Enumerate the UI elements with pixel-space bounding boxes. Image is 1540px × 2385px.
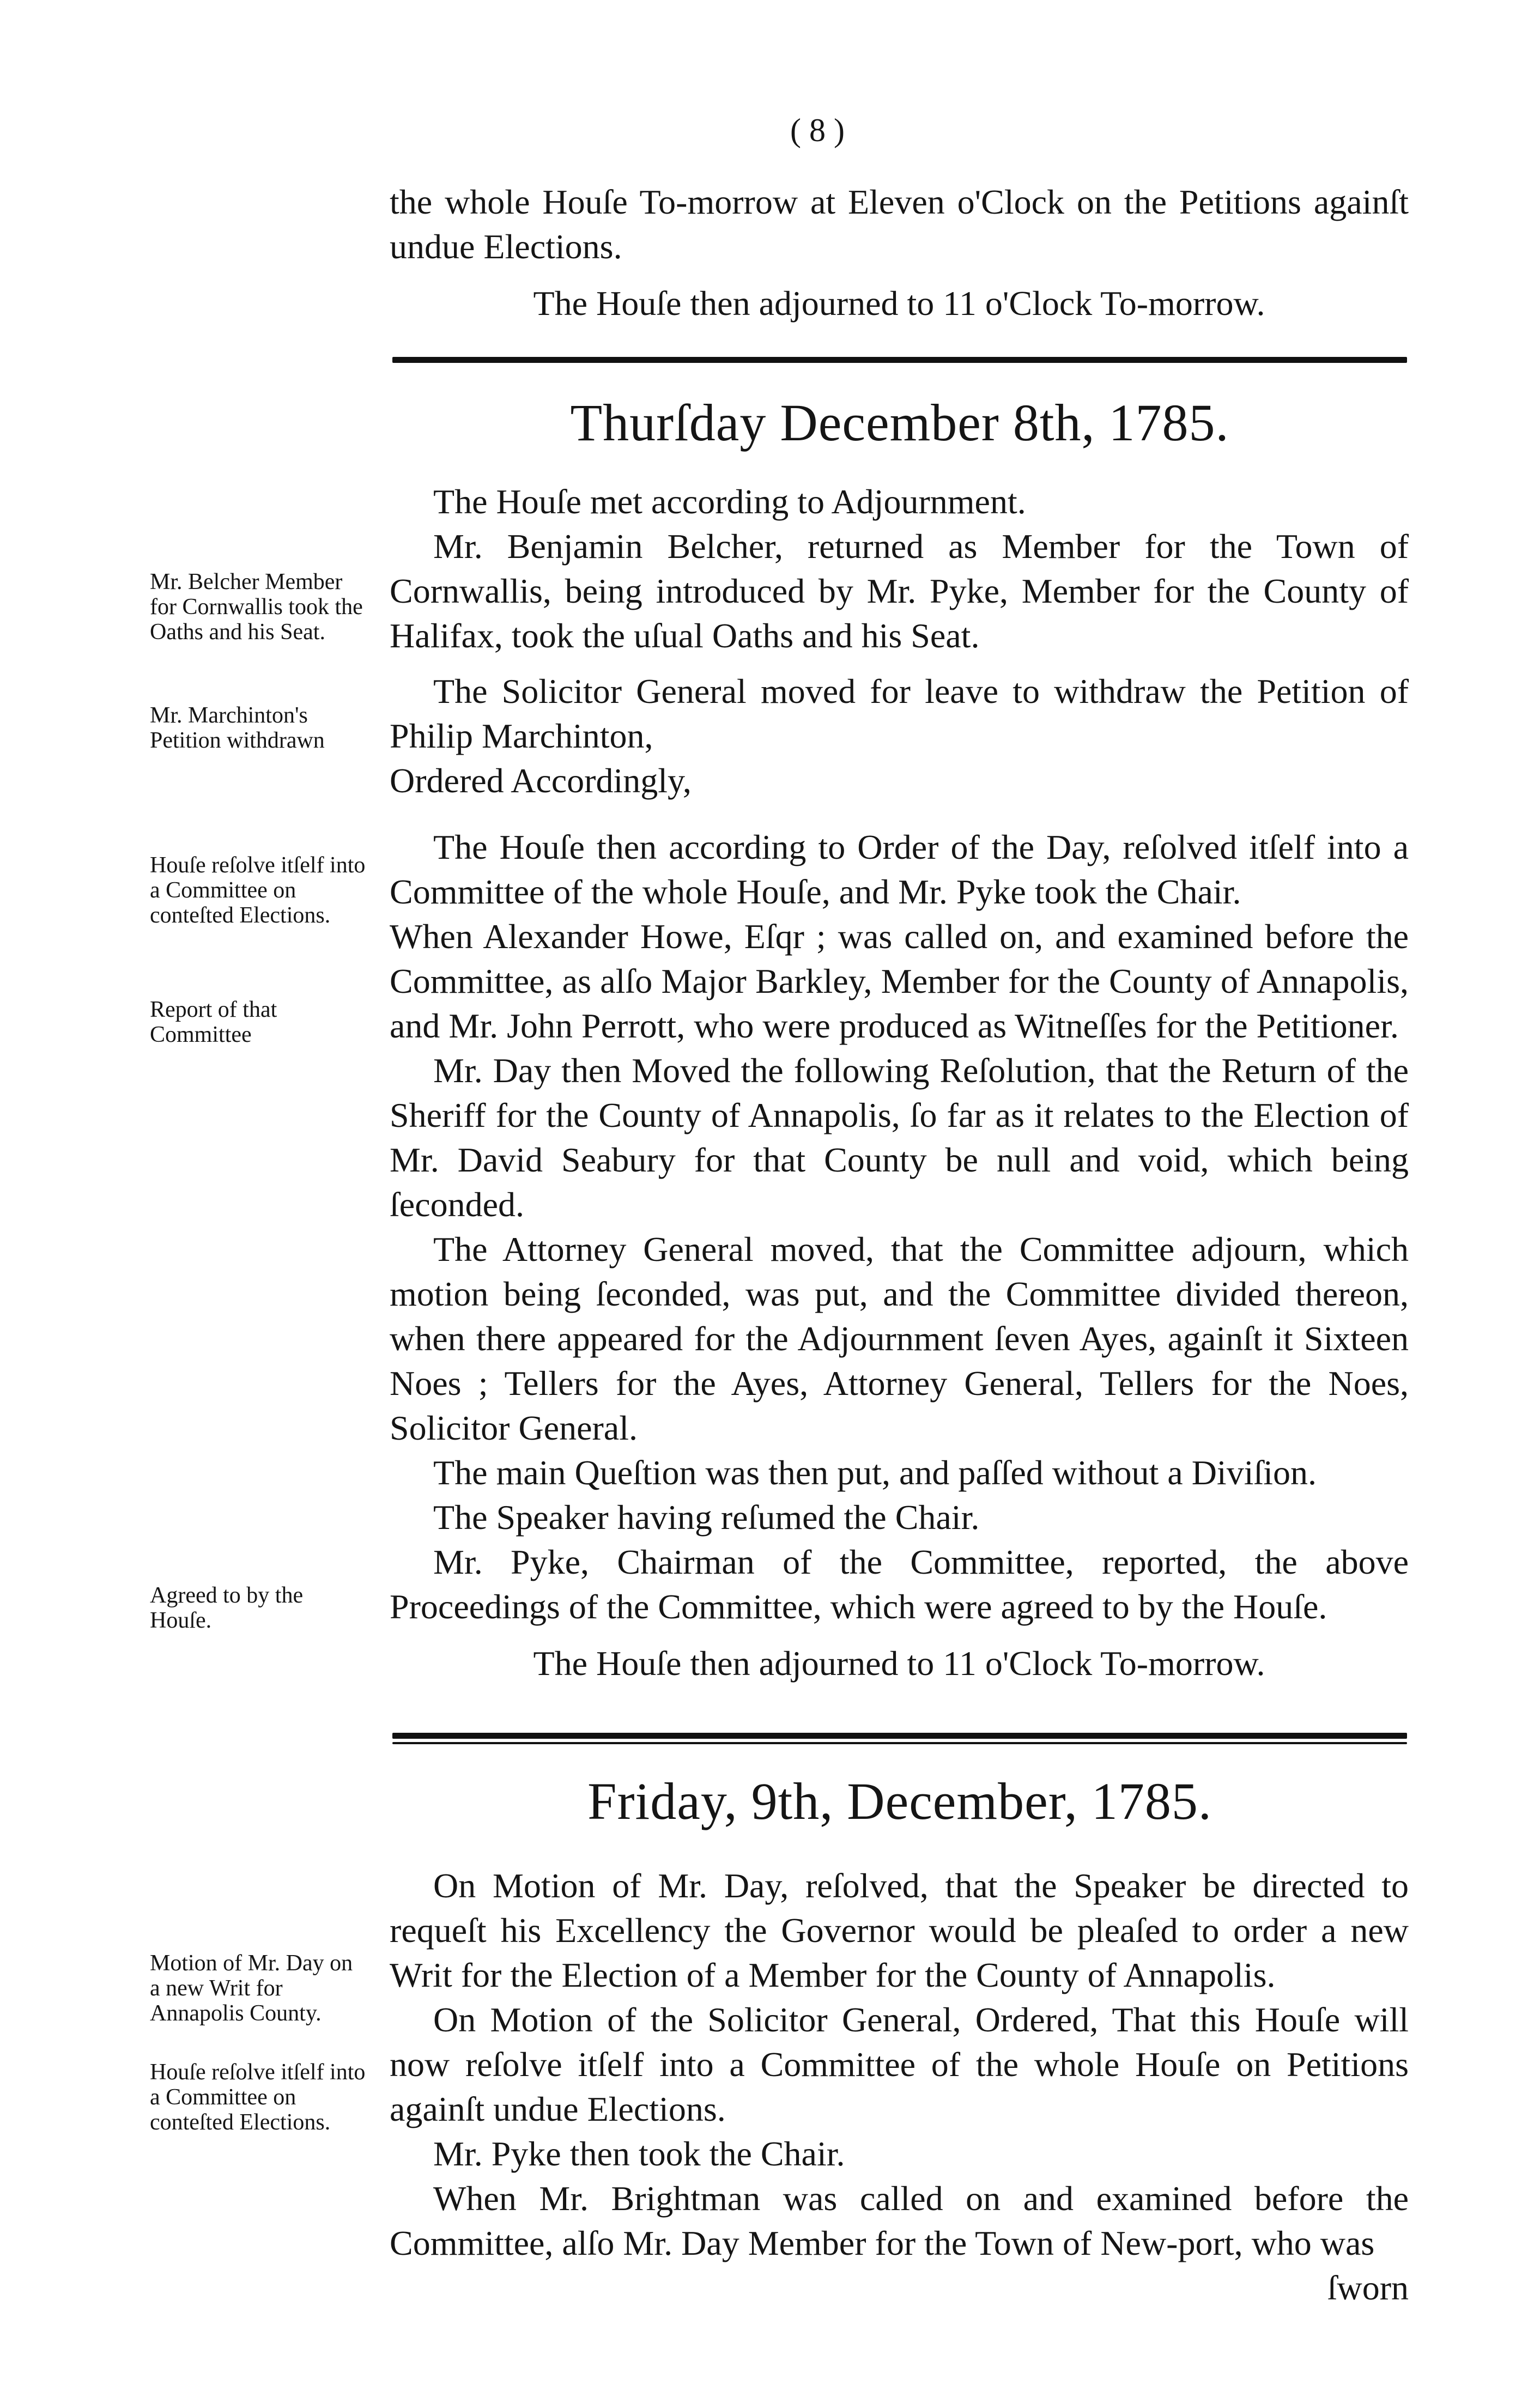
paragraph-day-resolution: Mr. Day then Moved the following Reſolution, that the Return of the Sheriff for the County of Annapolis, ſo far as it relates to the Election of Mr. David Seabury for that County be null and void, which being ſeconded. <box>390 1051 1409 1224</box>
margin-note-report: Report of that Committee <box>150 997 277 1047</box>
paragraph-pyke-report: Mr. Pyke, Chairman of the Committee, reported, the above Proceedings of the Committee, which were agreed to by the Houſe. <box>390 1543 1409 1626</box>
section-rule-3 <box>392 1742 1407 1744</box>
paragraph-howe: When Alexander Howe, Eſqr ; was called on, and examined before the Committee, as alſo Major Barkley, Member for the County of Annapolis, and Mr. John Perrott, who were produced as Witneſſes for the Petitioner. <box>390 917 1409 1045</box>
margin-note-marchinton: Mr. Marchinton's Petition withdrawn <box>150 703 325 753</box>
margin-note-committee-2: Houſe reſolve itſelf into a Committee on conteſted Elections. <box>150 2060 366 2135</box>
section-rule-1 <box>392 357 1407 363</box>
paragraph-attorney-general: The Attorney General moved, that the Committee adjourn, which motion being ſeconded, was put, and the Committee divided thereon, when there appeared for the Adjournment ſeven Ayes, againſt it Sixteen Noes ; Tellers for the Ayes, Attorney General, Tellers for the Noes, Solicitor General. <box>390 1230 1409 1447</box>
section-continuation <box>390 180 1409 326</box>
paragraph-ordered: Ordered Accordingly, <box>390 761 692 800</box>
paragraph-new-writ: On Motion of Mr. Day, reſolved, that the Speaker be directed to requeſt his Excellency the Governor would be pleaſed to order a new Writ for the Election of a Member for the County of Annapolis. <box>390 1866 1409 1994</box>
heading-friday: Friday, 9th, December, 1785. <box>587 1772 1212 1830</box>
paragraph-solicitor-motion: On Motion of the Solicitor General, Ordered, That this Houſe will now reſolve itſelf into a Committee of the whole Houſe on Petitions againſt undue Elections. <box>390 2000 1409 2128</box>
margin-note-belcher: Mr. Belcher Member for Cornwallis took the Oaths and his Seat. <box>150 569 363 645</box>
paragraph-met: The Houſe met according to Adjournment. <box>433 482 1026 521</box>
paragraph-adjourned-2: The Houſe then adjourned to 11 o'Clock To-morrow. <box>533 1644 1265 1683</box>
heading-thursday: Thurſday December 8th, 1785. <box>570 393 1229 452</box>
margin-note-agreed: Agreed to by the Houſe. <box>150 1583 304 1633</box>
margin-note-new-writ: Motion of Mr. Day on a new Writ for Annapolis County. <box>150 1951 353 2026</box>
paragraph-marchinton: The Solicitor General moved for leave to withdraw the Petition of Philip Marchinton, <box>390 672 1409 755</box>
paragraph-committee: The Houſe then according to Order of the Day, reſolved itſelf into a Committee of the whole Houſe, and Mr. Pyke took the Chair. <box>390 828 1409 911</box>
paragraph-brightman: When Mr. Brightman was called on and examined before the Committee, alſo Mr. Day Member for the Town of New-port, who was <box>390 2179 1409 2262</box>
paragraph-continuation: the whole Houſe To-morrow at Eleven o'Clock on the Petitions againſt undue Elections. <box>390 183 1409 266</box>
section-thursday <box>390 480 1409 1686</box>
section-rule-2 <box>392 1733 1407 1739</box>
page-number: ( 8 ) <box>790 112 845 148</box>
paragraph-adjourned-1: The Houſe then adjourned to 11 o'Clock To-morrow. <box>533 284 1265 323</box>
margin-note-committee: Houſe reſolve itſelf into a Committee on conteſted Elections. <box>150 853 366 928</box>
paragraph-main-question: The main Queſtion was then put, and paſſed without a Diviſion. <box>433 1453 1317 1492</box>
paragraph-belcher: Mr. Benjamin Belcher, returned as Member for the Town of Cornwallis, being introduced by Mr. Pyke, Member for the County of Halifax, took the uſual Oaths and his Seat. <box>390 527 1409 655</box>
catchword: ſworn <box>1327 2268 1409 2307</box>
section-friday <box>390 1864 1409 2310</box>
paragraph-pyke-chair: Mr. Pyke then took the Chair. <box>433 2134 845 2173</box>
paragraph-speaker: The Speaker having reſumed the Chair. <box>433 1498 980 1537</box>
